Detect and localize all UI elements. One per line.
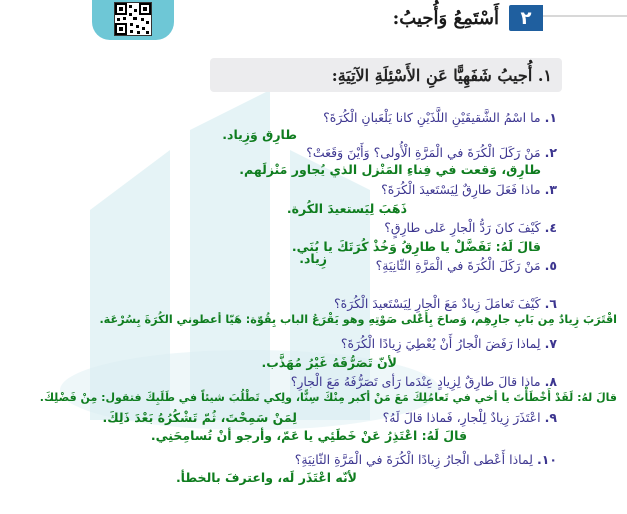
question-1 [323,110,557,125]
question-text: ما اسْمُ الشَّقيقَيْنِ اللَّذَيْنِ كانا يَلْعَبانِ الْكُرَةَ؟ [323,110,541,125]
question-3 [381,182,557,197]
question-text: مَنْ رَكَلَ الْكُرَةَ في الْمَرَّةِ الثّانِيَةِ؟ [375,258,541,273]
question-number: ١٠. [536,452,557,467]
question-9 [383,410,557,425]
instruction-bar [210,58,562,92]
answer-7: لأنّ تَصَرُّفَهُ غَيْرُ مُهَذَّب. [261,355,397,370]
question-text: ماذا قالَ طارِقٌ لِزِيادٍ عِنْدَما رَأى تَصَرُّفَهُ مَعَ الْجارِ؟ [290,374,541,389]
question-text: ماذا فَعَلَ طارِقٌ لِيَسْتَعيدَ الْكُرَةَ؟ [381,182,541,197]
question-number: ٩. [544,410,557,425]
question-text: مَنْ رَكَلَ الْكُرَةَ في الْمَرَّةِ الْأُولى؟ وَأَيْنَ وَقَعَتْ؟ [306,145,541,160]
answer-9: قالَ لَهُ: اعْتَذِرُ عَنْ خَطَئِي يا عَمّ، وأرجو أنْ تُسامِحَنِي. [150,428,467,443]
question-number: ٣. [544,182,557,197]
instruction-text: ١. أُجيبُ شَفَهِيًّا عَنِ الأَسْئِلَةِ الآتِيَةِ: [331,65,552,85]
answer-5: زِياد. [299,251,327,266]
question-number: ٥. [544,258,557,273]
question-text: لِماذا أَعْطى الْجارُ زِيادًا الْكُرَةَ في الْمَرَّةِ الثّانِيَةِ؟ [294,452,533,467]
question-text: كَيْفَ كانَ رَدُّ الْجارِ عَلى طارِقٍ؟ [384,220,541,235]
answer-10: لأنّه اعْتَذَر لَه، واعترفَ بالخطأ. [175,470,357,485]
section-heading [393,3,543,33]
top-band [0,0,627,40]
question-10 [295,452,557,467]
question-8 [291,374,557,389]
question-6 [334,296,557,311]
answer-1: طارِق وَزِياد. [222,127,297,142]
question-number: ١. [544,110,557,125]
header-divider [543,15,627,17]
question-5 [376,258,557,273]
answer-4: قالَ لَهُ: تَفَضَّلْ يا طارِقُ وَخُذْ كُرَتَكَ يا بُنَي. [291,239,541,254]
answer-6: اقْتَرَبَ زِيادٌ مِن بَابِ جارِهِم، وَصاحَ بِأَعْلى صَوْتِهِ وهو يَقْرَعُ الباب بِقُوّة: هَيّا أعطوني الكُرَةَ بِسُرْعَة. [99,313,617,326]
section-title: أَسْتَمِعُ وَأُجيبُ: [392,7,499,29]
question-number: ٨. [544,374,557,389]
qr-code-icon[interactable] [114,2,152,36]
question-number: ٢. [544,145,557,160]
answer-3: ذَهَبَ لِيَستعيدَ الكُرة. [286,201,407,216]
question-2 [306,145,557,160]
question-number: ٦. [544,296,557,311]
question-4 [384,220,557,235]
question-text: كَيْفَ تَعامَلَ زِيادٌ مَعَ الْجارِ لِيَسْتَعيدَ الْكُرَةَ؟ [334,296,541,311]
question-text: لِماذا رَفَضَ الْجارُ أَنْ يُعْطِيَ زِيادًا الْكُرَةَ؟ [340,336,541,351]
section-number: ٢ [509,5,543,31]
question-number: ٤. [544,220,557,235]
answer-8: قالَ لهُ: لَقَدْ أَخْطَأْتَ يا أخي في تَعامُلِكَ مَعَ مَنْ أكبر مِنْكَ سِنًّا، ولِكي تَطْلُبَ شيئاً في طَلَبِكَ فتقول: مِنْ فَضْلِكَ. [39,391,617,404]
question-7 [341,336,557,351]
answer-2: طارِق، وَقعت في فِناءِ المَنْزل الذي يُجاور مَنْزلَهم. [239,162,541,177]
question-number: ٧. [544,336,557,351]
question-text: اعْتَذَرَ زِيادٌ لِلْجارِ، فَماذا قالَ لَهُ؟ [382,410,541,425]
answer-9-continuation: لِمَنْ سَمِحْتَ، ثُمّ تَشْكُرُهُ بَعْدَ ذَلِكَ. [102,410,297,425]
